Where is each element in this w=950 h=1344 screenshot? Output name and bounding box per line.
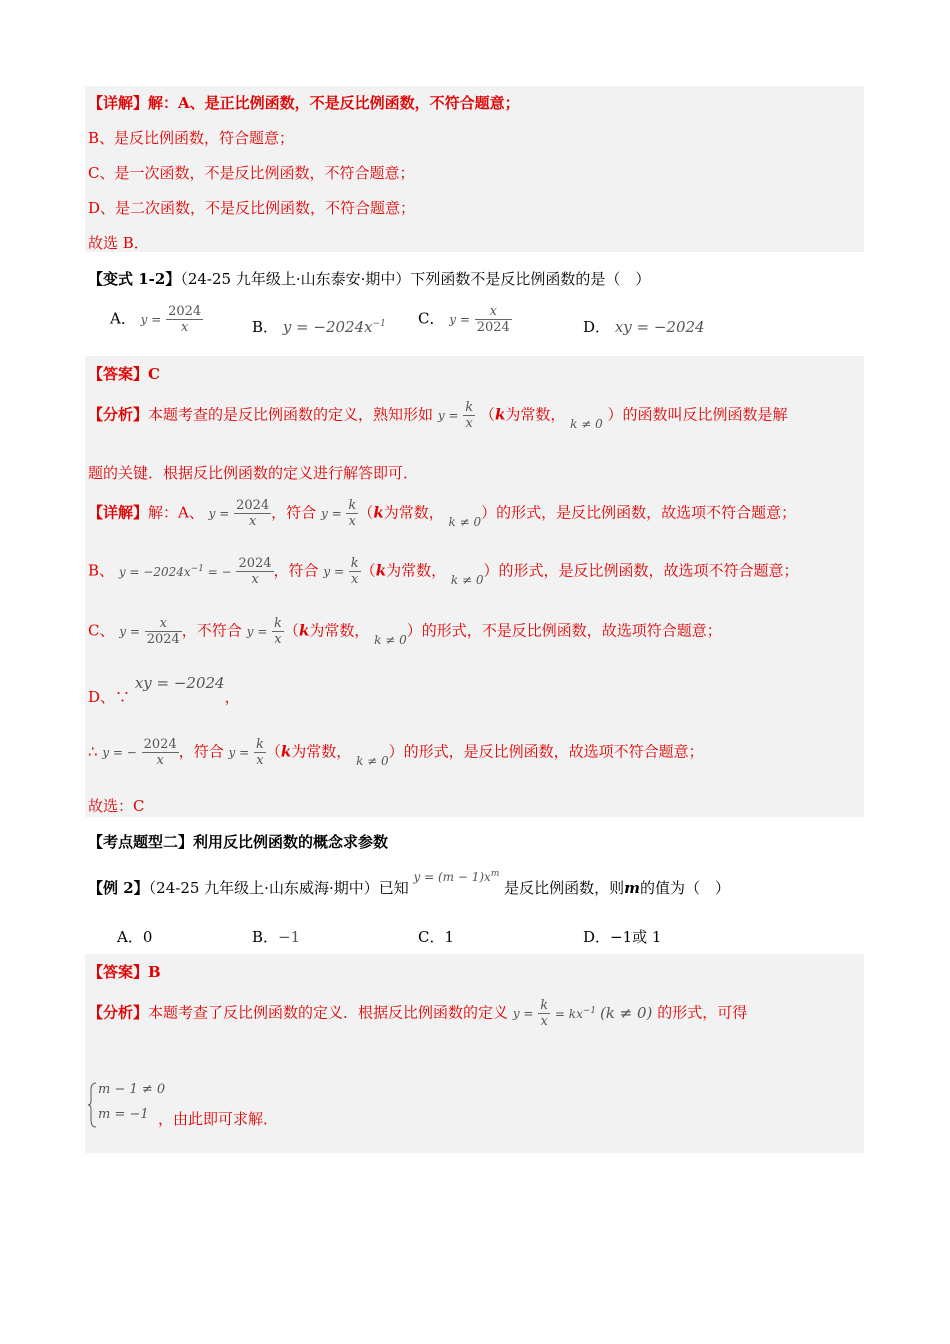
ex2-option-b: B．−1 [252, 928, 301, 946]
example-2: 【例 2】（24-25 九年级上·山东威海·期中）已知 $^{y = (m - 1)x^m}$ 是反比例函数，则m的值为（ ） [88, 869, 731, 897]
option-a: A． y = $\frac{2024}{x}$ [110, 304, 202, 335]
option-c: C． y = $\frac{x}{2024}$ [418, 304, 510, 335]
detail-b: B、 $y = -2024x^{-1}$ = − $\frac{2024}{x}$ ，符合 y = $\frac{k}{x}$ （k为常数， $_{k \ne 0}$）的形式，是反比例函数，故选项不符合题意； [88, 556, 799, 587]
detail-line-5: 故选 B． [88, 234, 149, 252]
option-d: D． xy = −2024 [583, 318, 705, 336]
detail-line-1: 【详解】解：A、是正比例函数，不是反比例函数，不符合题意； [88, 94, 520, 112]
fraction: $\frac{x}{2024}$ [476, 304, 510, 335]
detail-a: 【详解】解：A、 y = $\frac{2024}{x}$ ，符合 y = $\frac{k}{x}$ （k为常数， $_{k \ne 0}$）的形式，是反比例函数，故选项不符合题意； [88, 498, 797, 529]
brace-icon [88, 1082, 98, 1128]
analysis-2: 【分析】本题考查了反比例函数的定义．根据反比例函数的定义 y = $\frac{k}{x}$ = $kx^{-1}$ (k ≠ 0) 的形式，可得 [88, 998, 748, 1029]
choose-line: 故选：C [88, 797, 145, 815]
ex2-option-d: D．−1或 1 [583, 928, 662, 946]
analysis-2-tail: ，由此即可求解． [158, 1110, 279, 1128]
detail-line-4: D、是二次函数，不是反比例函数，不符合题意； [88, 199, 416, 217]
detail-c: C、 y = $\frac{x}{2024}$ ，不符合 y = $\frac{k}{x}$ （k为常数， $_{k \ne 0}$）的形式，不是反比例函数，故选项符合题意； [88, 616, 722, 647]
answer-line: 【答案】C [88, 365, 160, 383]
section-title: 【考点题型二】利用反比例函数的概念求参数 [88, 833, 389, 851]
answer-line-2: 【答案】B [88, 963, 161, 981]
analysis-line-2: 题的关键．根据反比例函数的定义进行解答即可． [88, 464, 419, 482]
fraction: $\frac{2024}{x}$ [168, 304, 202, 335]
analysis-line-1: 【分析】本题考查的是反比例函数的定义，熟知形如 y = $\frac{k}{x}$ （k为常数， $_{k \ne 0}$ ）的函数叫反比例函数是解 [88, 400, 788, 431]
detail-d: D、∵ xy = −2024， [88, 674, 240, 706]
question-text: （24-25 九年级上·山东泰安·期中）下列函数不是反比例函数的是（ ） [180, 270, 651, 288]
ex2-option-c: C．1 [418, 928, 455, 946]
detail-line-3: C、是一次函数，不是反比例函数，不符合题意； [88, 164, 415, 182]
question-label: 【变式 1-2】 [88, 270, 181, 288]
detail-line-2: B、是反比例函数，符合题意； [88, 129, 295, 147]
equation-system: m − 1 ≠ 0 m = −1 [88, 1080, 158, 1128]
ex2-option-a: A．0 [117, 928, 153, 946]
question-1-2 [88, 268, 650, 289]
option-b: B． $y = -2024x^{-1}$ [252, 318, 386, 336]
detail-therefore: ∴ y = − $\frac{2024}{x}$ ，符合 y = $\frac{k}{x}$ （k为常数， $_{k \ne 0}$）的形式，是反比例函数，故选项不符合题意； [88, 737, 704, 768]
